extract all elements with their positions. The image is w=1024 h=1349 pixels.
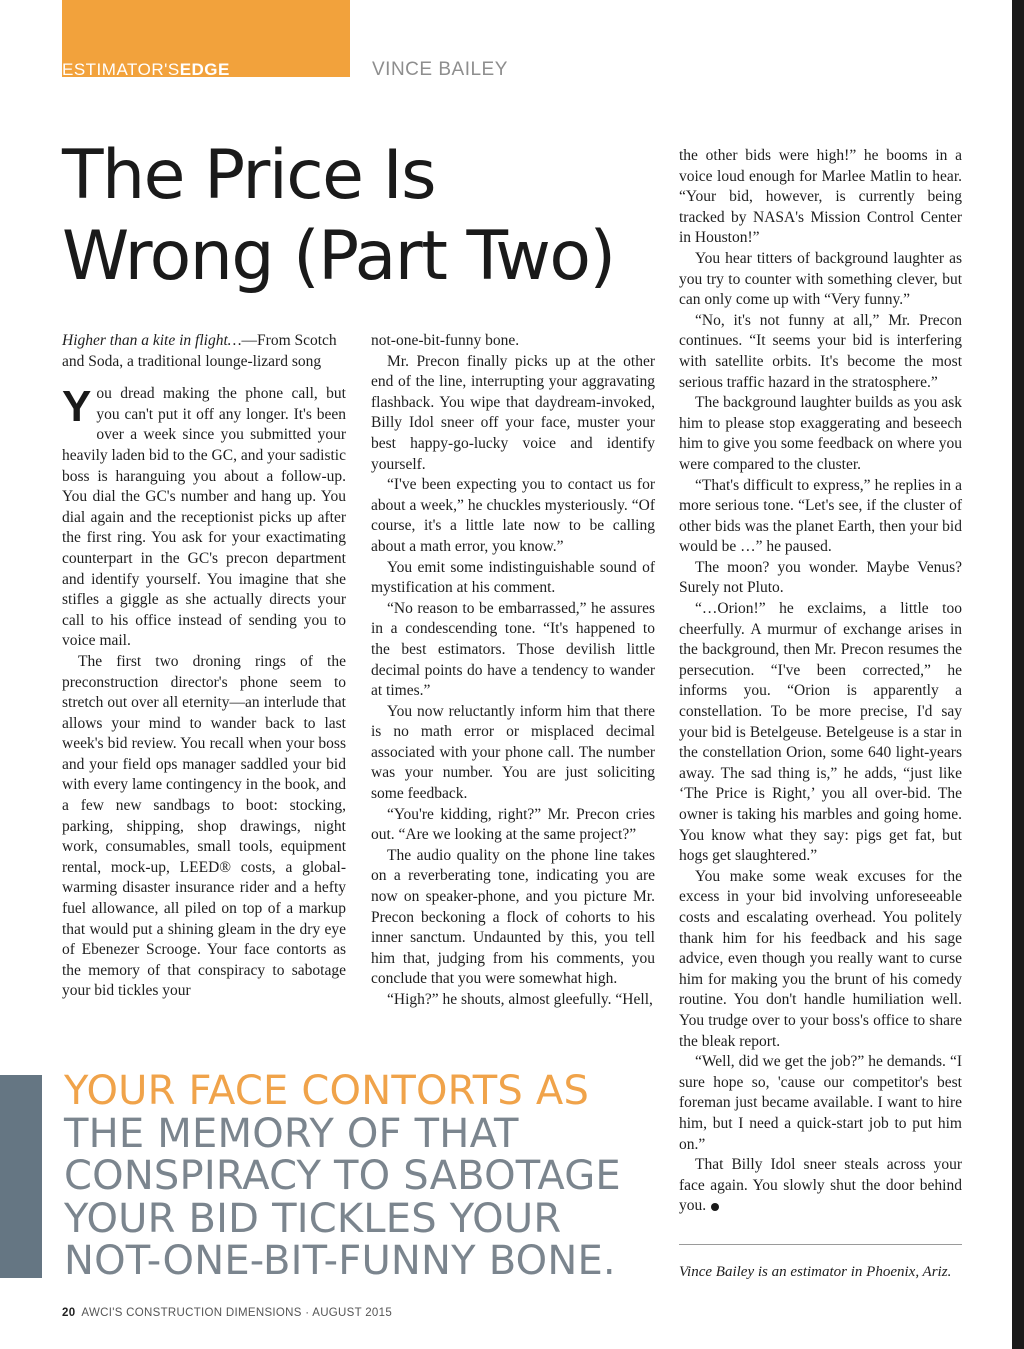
paragraph: “Well, did we get the job?” he demands. “I sure hope so, 'cause our competitor's best foreman just became available. I want to hire him, but I need a quick-start job to put him on.” (679, 1053, 962, 1153)
epigraph-source: —From Scotch and Soda, a traditional lounge-lizard song (62, 332, 337, 370)
bio-divider (679, 1244, 962, 1245)
paragraph: The moon? you wonder. Maybe Venus? Surely not Pluto. (679, 558, 962, 597)
paragraph: not-one-bit-funny bone. (371, 332, 520, 349)
author-bio: Vince Bailey is an estimator in Phoenix, Ariz. (679, 1264, 952, 1280)
paragraph: That Billy Idol sneer steals across your face again. You slowly shut the door behind you. (679, 1156, 962, 1215)
paragraph: You dread making the phone call, but you can't put it off any longer. It's been over a week since you submitted your heavily laden bid to the GC, and your sadistic boss is haranguing you about a follow-up. You dial the GC's number and hang up. You dial again and the receptionist picks up after the first ring. You ask for your exactimating counterpart in the GC's precon department and identify yourself. You imagine that she stifles a giggle as she actually directs your call to his office instead of sending you to voice mail. (62, 382, 346, 650)
section-label: ESTIMATOR'SEDGE (62, 60, 230, 79)
pullquote-accent-bar (0, 1075, 42, 1278)
article-title: The Price Is Wrong (Part Two) (62, 136, 615, 296)
paragraph: You now reluctantly inform him that there is no math error or misplaced decimal associated with your phone call. The number was your number. You are just soliciting some feedback. (371, 702, 655, 803)
paragraph: You make some weak excuses for the excess in your bid involving unforeseeable costs and escalating overhead. You politely thank him for his feedback and his sage advice, even though you really want to curse him for making you the brunt of his comedy routine. You don't handle humiliation well. You trudge over to your boss's office to share the bleak report. (679, 867, 962, 1050)
paragraph: Mr. Precon finally picks up at the other end of the line, interrupting your aggravating flashback. You wipe that daydream-invoked, Billy Idol sneer off your face, muster your best happy-go-lucky voice and identify yourself. (371, 352, 655, 473)
pull-quote-highlight: YOUR FACE CONTORTS AS (64, 1068, 590, 1114)
paragraph: You emit some indistinguishable sound of mystification at his comment. (371, 558, 655, 597)
publication-info: AWCI'S CONSTRUCTION DIMENSIONS · AUGUST 2015 (81, 1307, 393, 1319)
drop-cap: Y (62, 382, 92, 432)
paragraph: “High?” he shouts, almost gleefully. “Hell, (387, 991, 653, 1008)
paragraph: “No reason to be embarrassed,” he assures in a condescending tone. “It's happened to the best estimators. Those devilish little decimal points do have a tendency to wander at times.” (371, 599, 655, 700)
paragraph: You hear titters of background laughter as you try to counter with something clever, but can only come up with “Very funny.” (679, 249, 962, 309)
paragraph: “You're kidding, right?” Mr. Precon cries out. “Are we looking at the same project?” (371, 805, 655, 844)
paragraph: The first two droning rings of the preconstruction director's phone seem to stretch out over all eternity—an interlude that allows your mind to wander back to last week's bid review. You recall when your boss and your field ops manager saddled your bid with every lame contingency in the book, and a few new sandbags to boot: stocking, parking, shipping, shop drawings, night work, consumables, small tools, equipment rental, mock-up, LEED® costs, a global-warming disaster insurance rider and a hefty fuel allowance, all piled on top of a markup that would put a shining gleam in the dry eye of Ebenezer Scrooge. Your face contorts as the memory of that conspiracy to sabotage your bid tickles your (62, 652, 346, 1000)
page-footer (62, 1307, 392, 1319)
paragraph: The audio quality on the phone line takes on a reverberating tone, indicating you are now on speaker-phone, and you picture Mr. Precon beckoning a flock of cohorts to his inner sanctum. Undaunted by this, you tell him that, judging from his comments, you conclude that you were somewhat high. (371, 846, 655, 988)
pull-quote (64, 1070, 664, 1283)
epigraph-quote: Higher than a kite in flight… (62, 332, 242, 349)
paragraph: “That's difficult to express,” he replies in a more serious tone. “Let's see, if the cluster of other bids was the planet Earth, then your bid would be …” he paused. (679, 476, 962, 556)
paragraph: “I've been expecting you to contact us for about a week,” he chuckles mysteriously. “Of course, it's a little late now to be calling about a math error, you know.” (371, 476, 655, 555)
page-edge-bar (1012, 0, 1024, 1349)
column-1 (62, 331, 346, 1002)
paragraph: “…Orion!” he exclaims, a little too cheerfully. A murmur of exchange arises in the background, then Mr. Precon resumes the persecution. “I've been corrected,” he informs you. “Orion is apparently a constellation. To be more precise, I'd say your bid is Betelgeuse. Betelgeuse is a star in the constellation Orion, some 640 light-years away. The sad thing is,” he adds, “just like ‘The Price is Right,’ you all over-bid. The owner is taking his marbles and going home. You know what they say: pigs get fat, but hogs get slaughtered.” (679, 600, 962, 865)
paragraph: the other bids were high!” he booms in a voice loud enough for Marlee Matlin to hear. “Your bid, however, is currently being tracked by NASA's Mission Control Center in Houston!” (679, 147, 962, 247)
paragraph: “No, it's not funny at all,” Mr. Precon continues. “It seems your bid is interfering with satellite orbits. It's become the most serious traffic hazard in the stratosphere.” (679, 311, 962, 391)
page-number: 20 (62, 1307, 76, 1319)
paragraph: The background laughter builds as you ask him to please stop exaggerating and beseech him to give you some feedback on where you were compared to the cluster. (679, 394, 962, 473)
column-3 (679, 146, 962, 1217)
column-2 (371, 331, 655, 1011)
pull-quote-body: THE MEMORY OF THAT CONSPIRACY TO SABOTAGE YOUR BID TICKLES YOUR NOT-ONE-BIT-FUNNY BONE. (64, 1110, 621, 1284)
author-header: VINCE BAILEY (372, 59, 508, 80)
end-mark-icon (711, 1203, 719, 1211)
epigraph (62, 331, 346, 372)
